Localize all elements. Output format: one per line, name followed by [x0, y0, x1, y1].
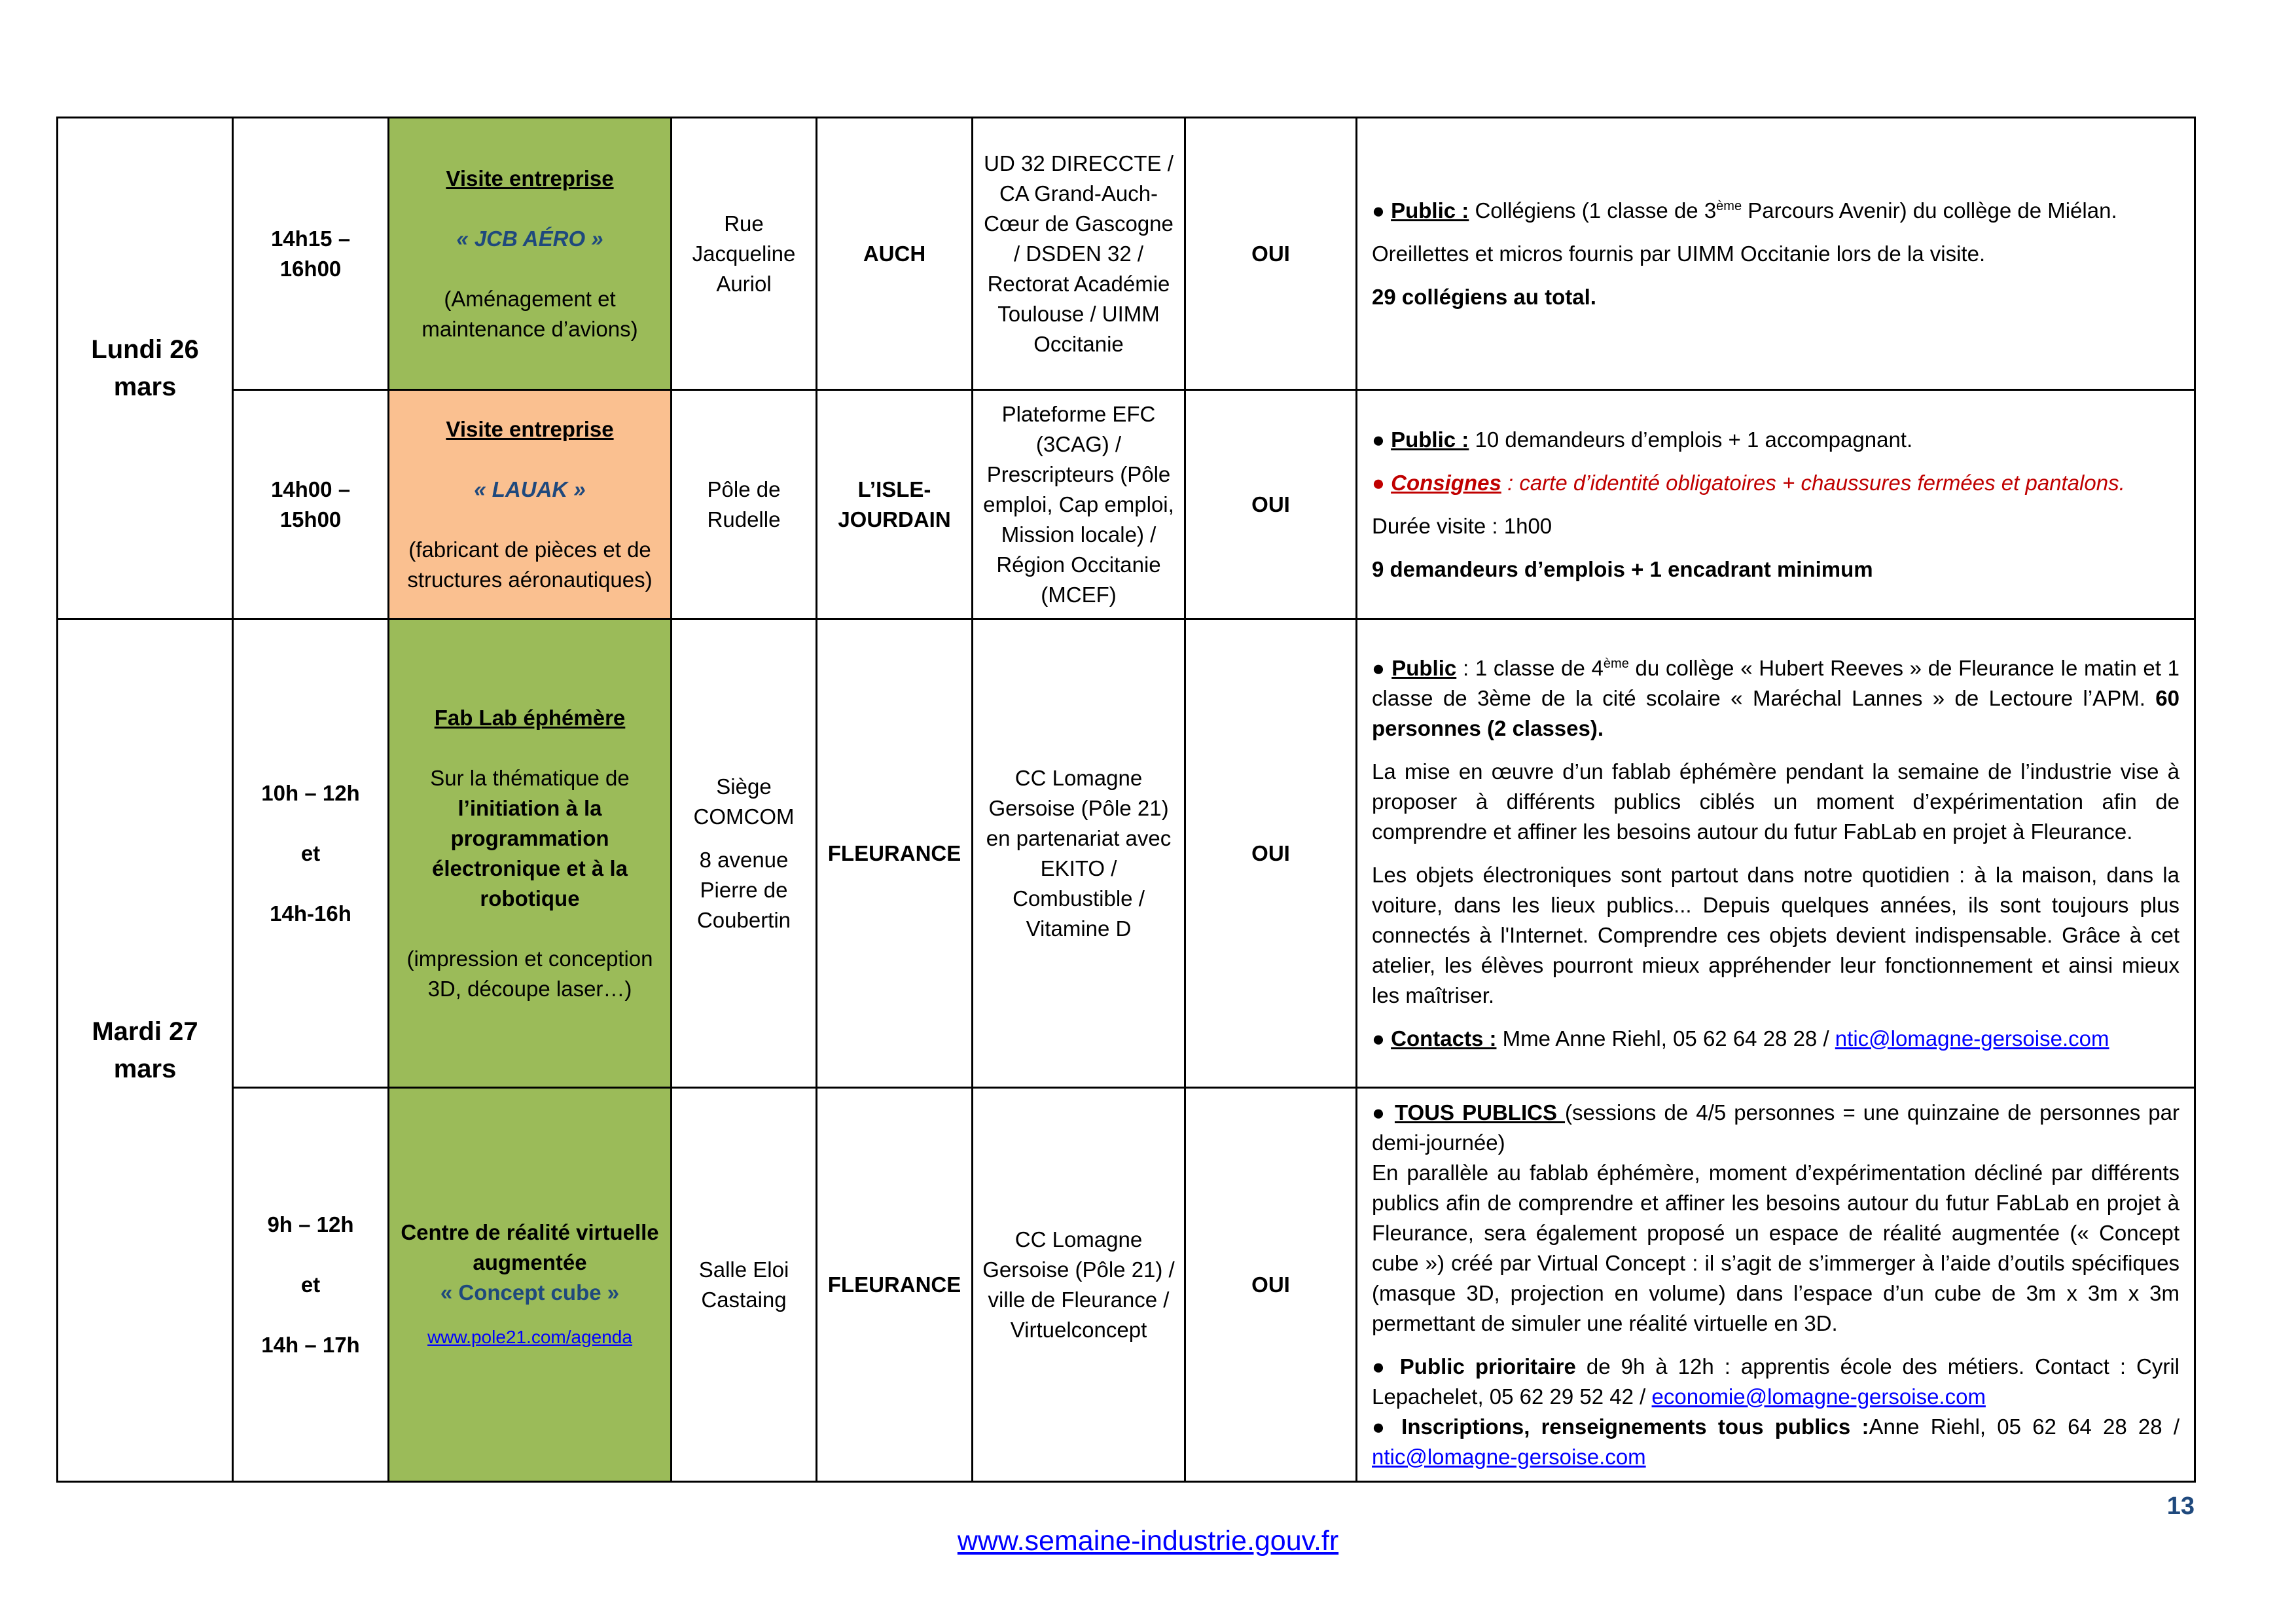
contacts-label: Contacts :	[1391, 1026, 1497, 1051]
activity-detail: (fabricant de pièces et de structures aéronautiques)	[407, 537, 653, 592]
description-cell	[1357, 118, 2195, 390]
answer-cell: OUI	[1185, 390, 1357, 619]
email-link[interactable]: ntic@lomagne-gersoise.com	[1372, 1444, 1646, 1469]
public-label: Public :	[1391, 427, 1469, 452]
place-cell: Rue Jacqueline Auriol	[672, 118, 817, 390]
email-link[interactable]: ntic@lomagne-gersoise.com	[1835, 1026, 2109, 1051]
description-cell	[1357, 619, 2195, 1088]
activity-theme: l’initiation à la programmation électronique et à la robotique	[432, 795, 628, 911]
activity-detail: (Aménagement et maintenance d’avions)	[422, 286, 638, 341]
activity-intro: Sur la thématique de	[430, 765, 630, 790]
priority-line: ● Public prioritaire de 9h à 12h : apprentis école des métiers. Contact : Cyril Lepachelet, 05 62 29 52 42 / economie@lomagne-gersoise.com	[1372, 1354, 2180, 1409]
activity-cell	[389, 390, 672, 619]
inscriptions-line: ● Inscriptions, renseignements tous publics :Anne Riehl, 05 62 64 28 28 / ntic@lomagne-gersoise.com	[1372, 1414, 2179, 1469]
activity-type: Fab Lab éphémère	[434, 705, 626, 730]
public-label: TOUS PUBLICS	[1394, 1100, 1566, 1125]
day-label: Mardi 27 mars	[92, 1017, 198, 1083]
public-line: ● TOUS PUBLICS (sessions de 4/5 personnes = une quinzaine de personnes par demi-journée)	[1372, 1100, 2179, 1155]
answer-cell: OUI	[1185, 118, 1357, 390]
total-line: 9 demandeurs d’emplois + 1 encadrant minimum	[1372, 556, 1873, 581]
public-label: Public	[1391, 655, 1457, 680]
public-line: ● Public : Collégiens (1 classe de 3ème Parcours Avenir) du collège de Miélan.	[1372, 198, 2117, 223]
activity-type: Visite entreprise	[446, 416, 614, 441]
time-cell: 10h – 12h et 14h-16h	[233, 619, 389, 1088]
contacts-line: ● Contacts : Mme Anne Riehl, 05 62 64 28 28 / ntic@lomagne-gersoise.com	[1372, 1026, 2109, 1051]
partners-cell: Plateforme EFC (3CAG) / Prescripteurs (Pôle emploi, Cap emploi, Mission locale) / Région Occitanie (MCEF)	[973, 390, 1185, 619]
table-row	[58, 619, 2195, 1088]
total-line: 29 collégiens au total.	[1372, 284, 1596, 309]
day-cell-mardi	[58, 619, 233, 1482]
bullet-icon: ●	[1372, 1414, 1390, 1439]
partners-cell: UD 32 DIRECCTE / CA Grand-Auch-Cœur de Gascogne / DSDEN 32 / Rectorat Académie Toulouse / UIMM Occitanie	[973, 118, 1185, 390]
answer-cell: OUI	[1185, 619, 1357, 1088]
bullet-icon: ●	[1372, 655, 1386, 680]
place-cell: Siège COMCOM 8 avenue Pierre de Coubertin	[672, 619, 817, 1088]
time-cell: 9h – 12h et 14h – 17h	[233, 1088, 389, 1482]
day-label: Lundi 26 mars	[91, 334, 199, 401]
paragraph: En parallèle au fablab éphémère, moment d’expérimentation décliné par différents publics afin de comprendre et affiner les besoins autour du futur FabLab en projet à Fleurance, sera également proposé un espace de réalité augmentée (« Concept cube ») créé par Virtual Concept : il s’agit de s’immerger à l’aide d’outils spécifiques (masque 3D, projection en volume) dans l’espace d’un cube de 3m x 3m x 3m permettant de simuler une réalité virtuelle en 3D.	[1372, 1160, 2179, 1335]
day-cell-lundi	[58, 118, 233, 619]
description-cell	[1357, 390, 2195, 619]
bullet-icon: ●	[1372, 470, 1385, 495]
bullet-icon: ●	[1372, 198, 1385, 223]
city-cell: AUCH	[817, 118, 973, 390]
bullet-icon: ●	[1372, 1100, 1387, 1125]
duration-line: Durée visite : 1h00	[1372, 513, 1552, 538]
page-number: 13	[2166, 1492, 2195, 1520]
consignes-line: ● Consignes : carte d’identité obligatoires + chaussures fermées et pantalons.	[1372, 470, 2125, 495]
consignes-label: Consignes	[1391, 470, 1501, 495]
partners-cell: CC Lomagne Gersoise (Pôle 21) / ville de Fleurance / Virtuelconcept	[973, 1088, 1185, 1482]
bullet-icon: ●	[1372, 1354, 1390, 1379]
activity-title: Centre de réalité virtuelle augmentée	[401, 1219, 659, 1274]
info-line: Oreillettes et micros fournis par UIMM Occitanie lors de la visite.	[1372, 241, 1986, 266]
city-cell: FLEURANCE	[817, 619, 973, 1088]
partners-cell: CC Lomagne Gersoise (Pôle 21) en partenariat avec EKITO / Combustible / Vitamine D	[973, 619, 1185, 1088]
activity-detail: (impression et conception 3D, découpe laser…)	[406, 946, 653, 1001]
email-link[interactable]: economie@lomagne-gersoise.com	[1651, 1384, 1986, 1409]
activity-name: Concept cube	[458, 1280, 601, 1305]
inscriptions-label: Inscriptions, renseignements tous publics :	[1401, 1414, 1869, 1439]
activity-cell	[389, 619, 672, 1088]
paragraph: La mise en œuvre d’un fablab éphémère pendant la semaine de l’industrie vise à proposer à différents publics ciblés un moment d’expérimentation afin de comprendre et affiner les besoins autour du futur FabLab en projet à Fleurance.	[1372, 759, 2179, 844]
place-cell: Pôle de Rudelle	[672, 390, 817, 619]
time-cell: 14h15 – 16h00	[233, 118, 389, 390]
answer-cell: OUI	[1185, 1088, 1357, 1482]
description-cell	[1357, 1088, 2195, 1482]
company-name: « LAUAK »	[474, 477, 586, 501]
paragraph: Les objets électroniques sont partout dans notre quotidien : à la maison, dans la voiture, dans les lieux publics... Depuis quelques années, ils sont toujours plus connectés à l'Internet. Comprendre ces objets devient indispensable. Grâce à cet atelier, les élèves pourront mieux appréhender leur fonctionnement et ainsi mieux les maîtriser.	[1372, 862, 2179, 1007]
table-row	[58, 1088, 2195, 1482]
priority-label: Public prioritaire	[1399, 1354, 1576, 1379]
footer	[0, 1525, 2296, 1557]
table-row	[58, 118, 2195, 390]
public-line: ● Public : 10 demandeurs d’emplois + 1 accompagnant.	[1372, 427, 1913, 452]
city-cell: L’ISLE-JOURDAIN	[817, 390, 973, 619]
company-name: « JCB AÉRO »	[456, 226, 603, 251]
city-cell: FLEURANCE	[817, 1088, 973, 1482]
table-row	[58, 390, 2195, 619]
activity-cell: Centre de réalité virtuelle augmentée « Concept cube » www.pole21.com/agenda	[389, 1088, 672, 1482]
website-link[interactable]: www.pole21.com/agenda	[427, 1326, 632, 1347]
bullet-icon: ●	[1372, 427, 1385, 452]
activity-cell	[389, 118, 672, 390]
public-line: ● Public : 1 classe de 4ème du collège « Hubert Reeves » de Fleurance le matin et 1 classe de 3ème de la cité scolaire « Maréchal Lannes » de Lectoure l’APM. 60 personnes (2 classes).	[1372, 655, 2180, 740]
bullet-icon: ●	[1372, 1026, 1385, 1051]
schedule-table	[56, 117, 2196, 1483]
public-label: Public :	[1391, 198, 1469, 223]
place-cell: Salle Eloi Castaing	[672, 1088, 817, 1482]
footer-link[interactable]: www.semaine-industrie.gouv.fr	[957, 1525, 1339, 1557]
time-cell: 14h00 – 15h00	[233, 390, 389, 619]
activity-type: Visite entreprise	[446, 166, 614, 190]
